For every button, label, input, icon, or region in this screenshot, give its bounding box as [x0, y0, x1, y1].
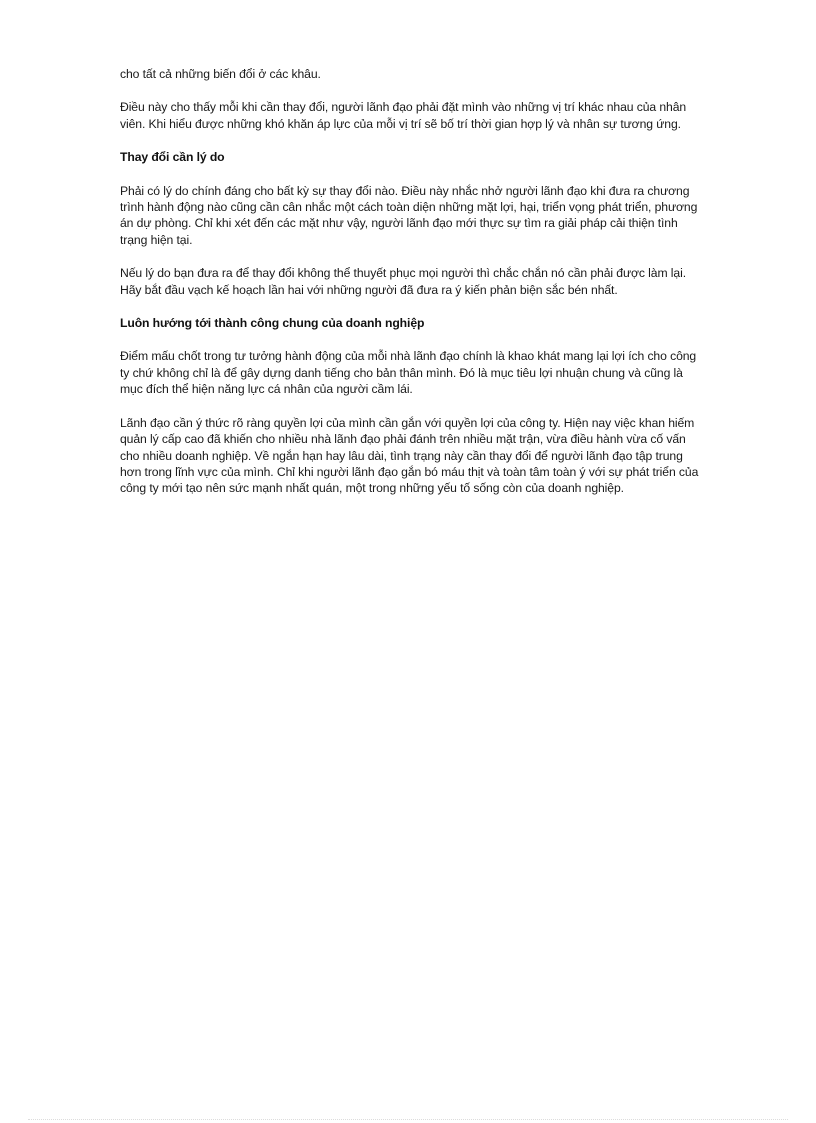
page-bottom-rule — [28, 1119, 788, 1120]
paragraph-leader-interest: Lãnh đạo cần ý thức rõ ràng quyền lợi của mình cần gắn với quyền lợi của công ty. Hiện nay việc khan hiếm quản lý cấp cao đã khiến cho nhiều nhà lãnh đạo phải đánh trên nhiều mặt trận, vừa điều hành vừa cố vấn cho nhiều doanh nghiệp. Về ngắn hạn hay lâu dài, tình trạng này cần thay đổi để người lãnh đạo tập trung hơn trong lĩnh vực của mình. Chỉ khi người lãnh đạo gắn bó máu thịt và toàn tâm toàn ý với sự phát triển của công ty mới tạo nên sức mạnh nhất quán, một trong những yếu tố sống còn của doanh nghiệp. — [120, 415, 699, 496]
section-heading-reason: Thay đổi cần lý do — [120, 150, 225, 165]
section-heading-common-success: Luôn hướng tới thành công chung của doanh nghiệp — [120, 316, 425, 331]
paragraph-justification: Phải có lý do chính đáng cho bất kỳ sự thay đổi nào. Điều này nhắc nhở người lãnh đạo khi đưa ra chương trình hành động nào cũng cần cân nhắc một cách toàn diện những mặt lợi, hại, triển vọng phát triển, phương án dự phòng. Chỉ khi xét đến các mặt như vậy, người lãnh đạo mới thực sự tìm ra giải pháp cải thiện tình trạng hiện tại. — [120, 183, 698, 247]
paragraph-perspective: Điều này cho thấy mỗi khi cần thay đổi, người lãnh đạo phải đặt mình vào những vị trí khác nhau của nhân viên. Khi hiểu được những khó khăn áp lực của mỗi vị trí sẽ bố trí thời gian hợp lý và nhân sự tương ứng. — [120, 100, 687, 131]
paragraph-key-point: Điểm mấu chốt trong tư tưởng hành động của mỗi nhà lãnh đạo chính là khao khát mang lại lợi ích cho công ty chứ không chỉ là để gây dựng danh tiếng cho bản thân mình. Đó là mục tiêu lợi nhuận chung và cũng là mục đích thể hiện năng lực cá nhân của người cầm lái. — [120, 349, 697, 397]
paragraph-continuation: cho tất cả những biến đổi ở các khâu. — [120, 67, 321, 81]
paragraph-replan: Nếu lý do bạn đưa ra để thay đổi không thể thuyết phục mọi người thì chắc chắn nó cần phải được làm lại. Hãy bắt đầu vạch kế hoạch lần hai với những người đã đưa ra ý kiến phản biện sắc bén nhất. — [120, 266, 686, 297]
document-body — [120, 66, 700, 514]
